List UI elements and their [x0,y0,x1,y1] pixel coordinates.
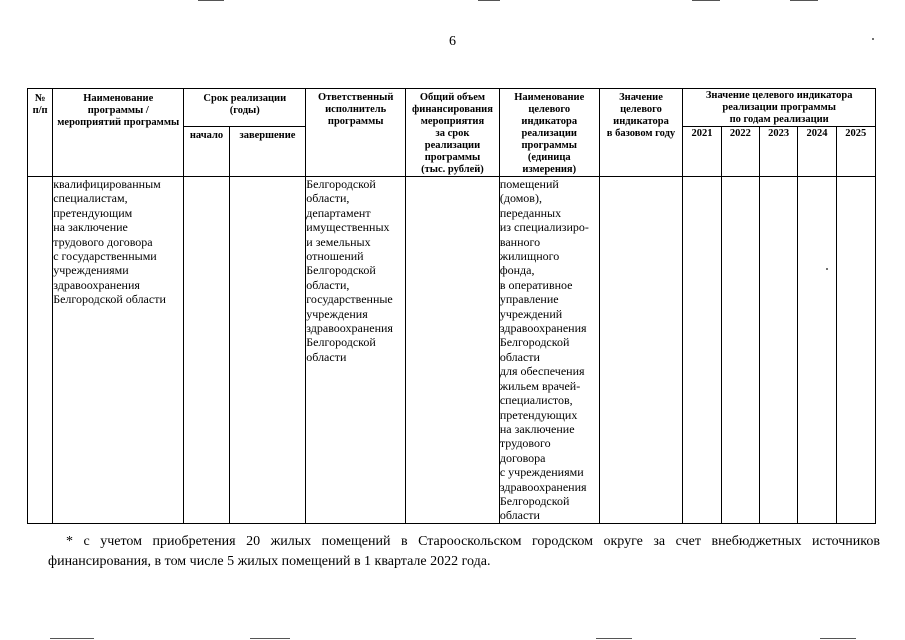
row-num [28,177,53,524]
header-period-end: завершение [229,127,306,177]
header-year: 2021 [683,127,721,177]
row-indicator-name: помещений (домов), переданных из специализиро- ванного жилищного фонда, в оперативное управление учреждений здравоохранения Белгородской области для обеспечения жильем врачей- специалистов, претендующих на заключение трудового договора с учреждениями здравоохранения Белгородской области [499,177,599,524]
scan-mark [692,0,720,1]
header-financing: Общий объем финансирования мероприятия за срок реализации программы (тыс. рублей) [406,89,500,177]
row-executor: Белгородской области, департамент имущественных и земельных отношений Белгородской области, государственные учреждения здравоохранения Белгородской области [306,177,406,524]
header-executor: Ответственный исполнитель программы [306,89,406,177]
header-period: Срок реализации (годы) [184,89,306,127]
scan-mark [820,638,856,639]
header-target-values: Значение целевого индикатора реализации программы по годам реализации [683,89,876,127]
row-period-start [184,177,229,524]
row-year-value [759,177,797,524]
row-financing [406,177,500,524]
scan-mark [50,638,94,639]
row-base-value [599,177,683,524]
row-year-value [721,177,759,524]
header-year: 2025 [836,127,875,177]
scan-mark [198,0,224,1]
header-year: 2022 [721,127,759,177]
scan-mark [596,638,632,639]
row-year-value [836,177,875,524]
header-period-start: начало [184,127,229,177]
scan-mark [790,0,818,1]
header-year: 2024 [798,127,836,177]
header-year: 2023 [759,127,797,177]
page-number: 6 [449,34,456,49]
header-indicator-name: Наименование целевого индикатора реализации программы (единица измерения) [499,89,599,177]
header-base-value: Значение целевого индикатора в базовом году [599,89,683,177]
scan-mark [250,638,290,639]
program-table [27,88,876,524]
row-program-name: квалифицированным специалистам, претендующим на заключение трудового договора с государственными учреждениями здравоохранения Белгородской области [53,177,184,524]
footnote: * с учетом приобретения 20 жилых помещений в Старооскольском городском округе за счет внебюджетных источников финансирования, в том числе 5 жилых помещений в 1 квартале 2022 года. [48,534,880,569]
header-program-name: Наименование программы / мероприятий программы [53,89,184,177]
scan-mark [478,0,500,1]
row-period-end [229,177,306,524]
row-year-value [798,177,836,524]
row-year-value [683,177,721,524]
header-num: № п/п [28,89,53,177]
